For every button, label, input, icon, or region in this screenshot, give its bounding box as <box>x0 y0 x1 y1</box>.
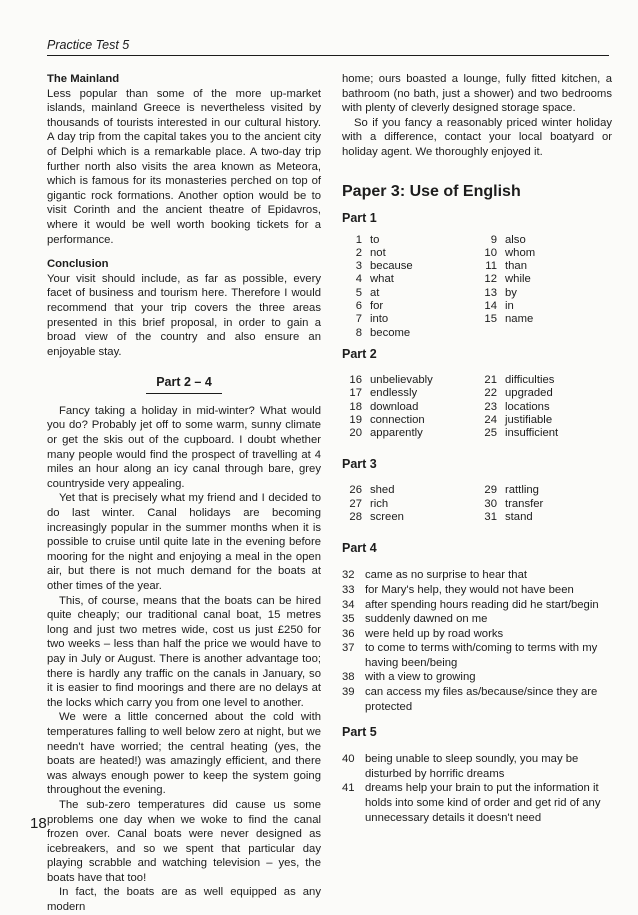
part-1-label: Part 1 <box>342 210 377 225</box>
answer-row <box>477 287 612 299</box>
answer-row <box>342 300 477 312</box>
answer-row <box>342 641 612 670</box>
answer-number: 8 <box>355 326 362 339</box>
answer-row <box>342 612 612 627</box>
answer-text: apparently <box>370 427 423 440</box>
page-number: 18 <box>30 815 47 832</box>
answer-row <box>477 313 612 325</box>
answer-text: dreams help your brain to put the information it holds into some kind of order and get rid of any unnecessary details it doesn't need <box>365 782 601 824</box>
answer-number: 18 <box>349 400 362 413</box>
answer-text: name <box>505 313 534 326</box>
answer-text: upgraded <box>505 387 553 400</box>
answer-number: 19 <box>349 413 362 426</box>
answer-number: 20 <box>349 427 362 440</box>
answer-number: 35 <box>342 613 355 626</box>
answer-row <box>342 414 477 426</box>
answer-number: 3 <box>355 260 362 273</box>
story-paragraph: This, of course, means that the boats can be hired quite cheaply; our traditional canal boat, 15 metres long and just two metres wide, cost us just £250 for two weeks – less than half the price we would have to pay in July or August. There is another advantage too; there is hardly any traffic on the canals in January, so it is easier to find moorings and there are no delays at the locks which carry you from one level to another. <box>47 594 321 709</box>
part-4-answers <box>342 568 612 714</box>
answers-column-right <box>477 374 612 440</box>
answer-number: 11 <box>485 260 497 273</box>
answer-row <box>342 401 477 413</box>
answer-number: 10 <box>484 246 497 259</box>
answer-row <box>477 374 612 386</box>
answer-text: not <box>370 246 386 259</box>
answer-number: 25 <box>484 427 497 440</box>
answer-number: 32 <box>342 569 355 582</box>
answer-text: rattling <box>505 484 539 497</box>
answer-text: connection <box>370 413 425 426</box>
answer-row <box>342 670 612 685</box>
answer-row <box>477 414 612 426</box>
story-paragraph: Fancy taking a holiday in mid-winter? What would you do? Probably jet off to some warm, sunny climate or get the skis out of the cupboard. I doubt whether many people would find the prospect of travelling at 4 miles an hour along an icy canal through bare, grey countryside very appealing. <box>47 404 321 490</box>
part-5-label: Part 5 <box>342 725 377 740</box>
answer-number: 22 <box>484 387 497 400</box>
answers-column-right <box>477 234 612 340</box>
answer-row <box>342 327 477 339</box>
answer-row <box>342 781 612 825</box>
answer-row <box>342 313 477 325</box>
answer-text: what <box>370 273 394 286</box>
part-2-label: Part 2 <box>342 346 377 361</box>
story-paragraph: In fact, the boats are as well equipped as any modern <box>47 886 321 914</box>
part-5-answers <box>342 752 612 825</box>
answer-text: into <box>370 313 389 326</box>
answer-text: in <box>505 300 514 313</box>
part-3-label: Part 3 <box>342 457 377 472</box>
answers-column-right <box>477 484 612 524</box>
answer-number: 24 <box>484 413 497 426</box>
answer-text: to come to terms with/coming to terms with my having been/being <box>365 642 598 669</box>
answer-row <box>477 260 612 272</box>
answer-number: 39 <box>342 686 355 699</box>
answer-row <box>342 260 477 272</box>
answer-row <box>342 287 477 299</box>
answer-text: being unable to sleep soundly, you may be disturbed by horrific dreams <box>365 753 579 780</box>
right-column <box>342 72 612 825</box>
answer-text: transfer <box>505 497 544 510</box>
answer-text: stand <box>505 511 533 524</box>
part-2-answers <box>342 374 612 440</box>
left-column <box>47 72 321 915</box>
answer-row <box>342 685 612 714</box>
answer-number: 9 <box>490 233 497 246</box>
answer-text: after spending hours reading did he start/begin <box>365 598 599 611</box>
answer-row <box>342 511 477 523</box>
answer-text: rich <box>370 497 389 510</box>
part-2-4-heading: Part 2 – 4 <box>146 372 222 394</box>
answer-row <box>477 234 612 246</box>
answer-text: at <box>370 286 380 299</box>
answer-number: 41 <box>342 782 355 795</box>
answer-text: suddenly dawned on me <box>365 613 488 626</box>
answer-number: 40 <box>342 753 355 766</box>
answer-number: 16 <box>349 373 362 386</box>
story-paragraph: Yet that is precisely what my friend and I decided to do last winter. Canal holidays are becoming increasingly popular in the summer months when it is possible to cruise until quite late in the evening before mooring for the night and enjoying a meal in the open air, but there is not much demand for the boats at other times of the year. <box>47 492 321 592</box>
mainland-paragraph: Less popular than some of the more up-market islands, mainland Greece is nevertheless visited by thousands of tourists interested in our cultural history. A day trip from the capital takes you to the ancient city of Delphi which is a remarkable place. A two-day trip further north also visits the area known as Meteora, which is famous for its monasteries perched on top of gigantic rock formations. Another option would be to visit Corinth and the ancient theatre of Epidavros, where it would be well worth booking tickets for a performance. <box>47 87 321 246</box>
answer-text: justifiable <box>505 413 553 426</box>
page-header <box>47 37 609 56</box>
answer-text: came as no surprise to hear that <box>365 569 528 582</box>
part-box-wrapper <box>47 372 321 394</box>
answer-text: become <box>370 326 411 339</box>
answer-row <box>342 583 612 598</box>
answer-number: 12 <box>484 273 497 286</box>
answer-text: also <box>505 233 526 246</box>
answer-row <box>342 427 477 439</box>
answer-row <box>477 511 612 523</box>
answer-number: 6 <box>355 300 362 313</box>
answer-number: 17 <box>349 387 362 400</box>
answer-row <box>342 598 612 613</box>
answer-number: 38 <box>342 671 355 684</box>
answer-number: 36 <box>342 627 355 640</box>
answer-row <box>477 387 612 399</box>
answer-text: with a view to growing <box>365 671 476 684</box>
answer-text: to <box>370 233 380 246</box>
answer-number: 15 <box>484 313 497 326</box>
answer-number: 31 <box>484 511 497 524</box>
part-4-label: Part 4 <box>342 541 377 556</box>
answer-row <box>342 498 477 510</box>
answer-row <box>477 484 612 496</box>
answer-text: endlessly <box>370 387 418 400</box>
answer-number: 14 <box>484 300 497 313</box>
answer-text: because <box>370 260 413 273</box>
answer-row <box>477 427 612 439</box>
answer-row <box>342 247 477 259</box>
answer-text: for <box>370 300 384 313</box>
paper-title: Paper 3: Use of English <box>342 182 521 200</box>
answer-row <box>477 300 612 312</box>
answer-number: 21 <box>484 373 497 386</box>
answers-column-left <box>342 484 477 524</box>
answer-number: 13 <box>484 286 497 299</box>
answer-text: unbelievably <box>370 373 433 386</box>
answers-column-left <box>342 234 477 340</box>
answer-row <box>342 752 612 781</box>
answer-text: difficulties <box>505 373 555 386</box>
answer-row <box>342 568 612 583</box>
answer-row <box>342 627 612 642</box>
answer-number: 1 <box>355 233 362 246</box>
answer-row <box>342 374 477 386</box>
answers-column-left <box>342 374 477 440</box>
story-paragraph: We were a little concerned about the cold with temperatures falling to well below zero at night, but we needn't have worried; the central heating (yes, the boats are heated!) was amazingly efficient, and there was always enough power to keep the system going throughout the evening. <box>47 711 321 797</box>
part-3-answers <box>342 484 612 524</box>
answer-number: 34 <box>342 598 355 611</box>
story-paragraph: The sub-zero temperatures did cause us some problems one day when we woke to find the canal frozen over. Canal boats were never designed as icebreakers, and so we spent that particular day playing scrabble and watching television – yes, the boats have that too! <box>47 798 321 884</box>
answer-number: 7 <box>355 313 362 326</box>
part-1-answers <box>342 234 612 340</box>
answer-number: 29 <box>484 484 497 497</box>
answer-row <box>342 484 477 496</box>
answer-number: 5 <box>355 286 362 299</box>
answer-row <box>342 234 477 246</box>
answer-text: than <box>505 260 527 273</box>
answer-number: 28 <box>349 511 362 524</box>
answer-row <box>477 401 612 413</box>
answer-number: 26 <box>349 484 362 497</box>
conclusion-heading: Conclusion <box>47 258 109 271</box>
answer-row <box>342 273 477 285</box>
answer-number: 30 <box>484 497 497 510</box>
conclusion-paragraph: Your visit should include, as far as possible, every facet of business and tourism here. Therefore I would recommend that your trip covers the three areas presented in this brief proposal, in order to gain a broad view of the country and also ensure an enjoyable stay. <box>47 272 321 358</box>
answer-text: can access my files as/because/since they are protected <box>365 686 598 713</box>
continuation-paragraph: home; ours boasted a lounge, fully fitted kitchen, a bathroom (no bath, just a shower) and two bedrooms with plenty of cleverly designed storage space. <box>342 73 612 115</box>
answer-text: download <box>370 400 419 413</box>
continuation-paragraph-2: So if you fancy a reasonably priced winter holiday with a difference, contact your local boatyard or holiday agent. We thoroughly enjoyed it. <box>342 116 612 158</box>
answer-text: insufficient <box>505 427 559 440</box>
answer-row <box>477 498 612 510</box>
answer-text: whom <box>505 246 536 259</box>
answer-row <box>342 387 477 399</box>
answer-row <box>477 273 612 285</box>
answer-text: by <box>505 286 517 299</box>
answer-text: screen <box>370 511 404 524</box>
answer-number: 27 <box>349 497 362 510</box>
page-header-title: Practice Test 5 <box>47 38 130 52</box>
answer-text: were held up by road works <box>365 627 504 640</box>
answer-text: for Mary's help, they would not have been <box>365 583 574 596</box>
mainland-heading: The Mainland <box>47 73 120 85</box>
answer-number: 23 <box>484 400 497 413</box>
answer-text: shed <box>370 484 395 497</box>
answer-text: while <box>505 273 531 286</box>
answer-number: 2 <box>355 246 362 259</box>
answer-text: locations <box>505 400 550 413</box>
answer-number: 33 <box>342 583 355 596</box>
answer-row <box>477 247 612 259</box>
answer-number: 4 <box>355 273 362 286</box>
answer-number: 37 <box>342 642 355 655</box>
